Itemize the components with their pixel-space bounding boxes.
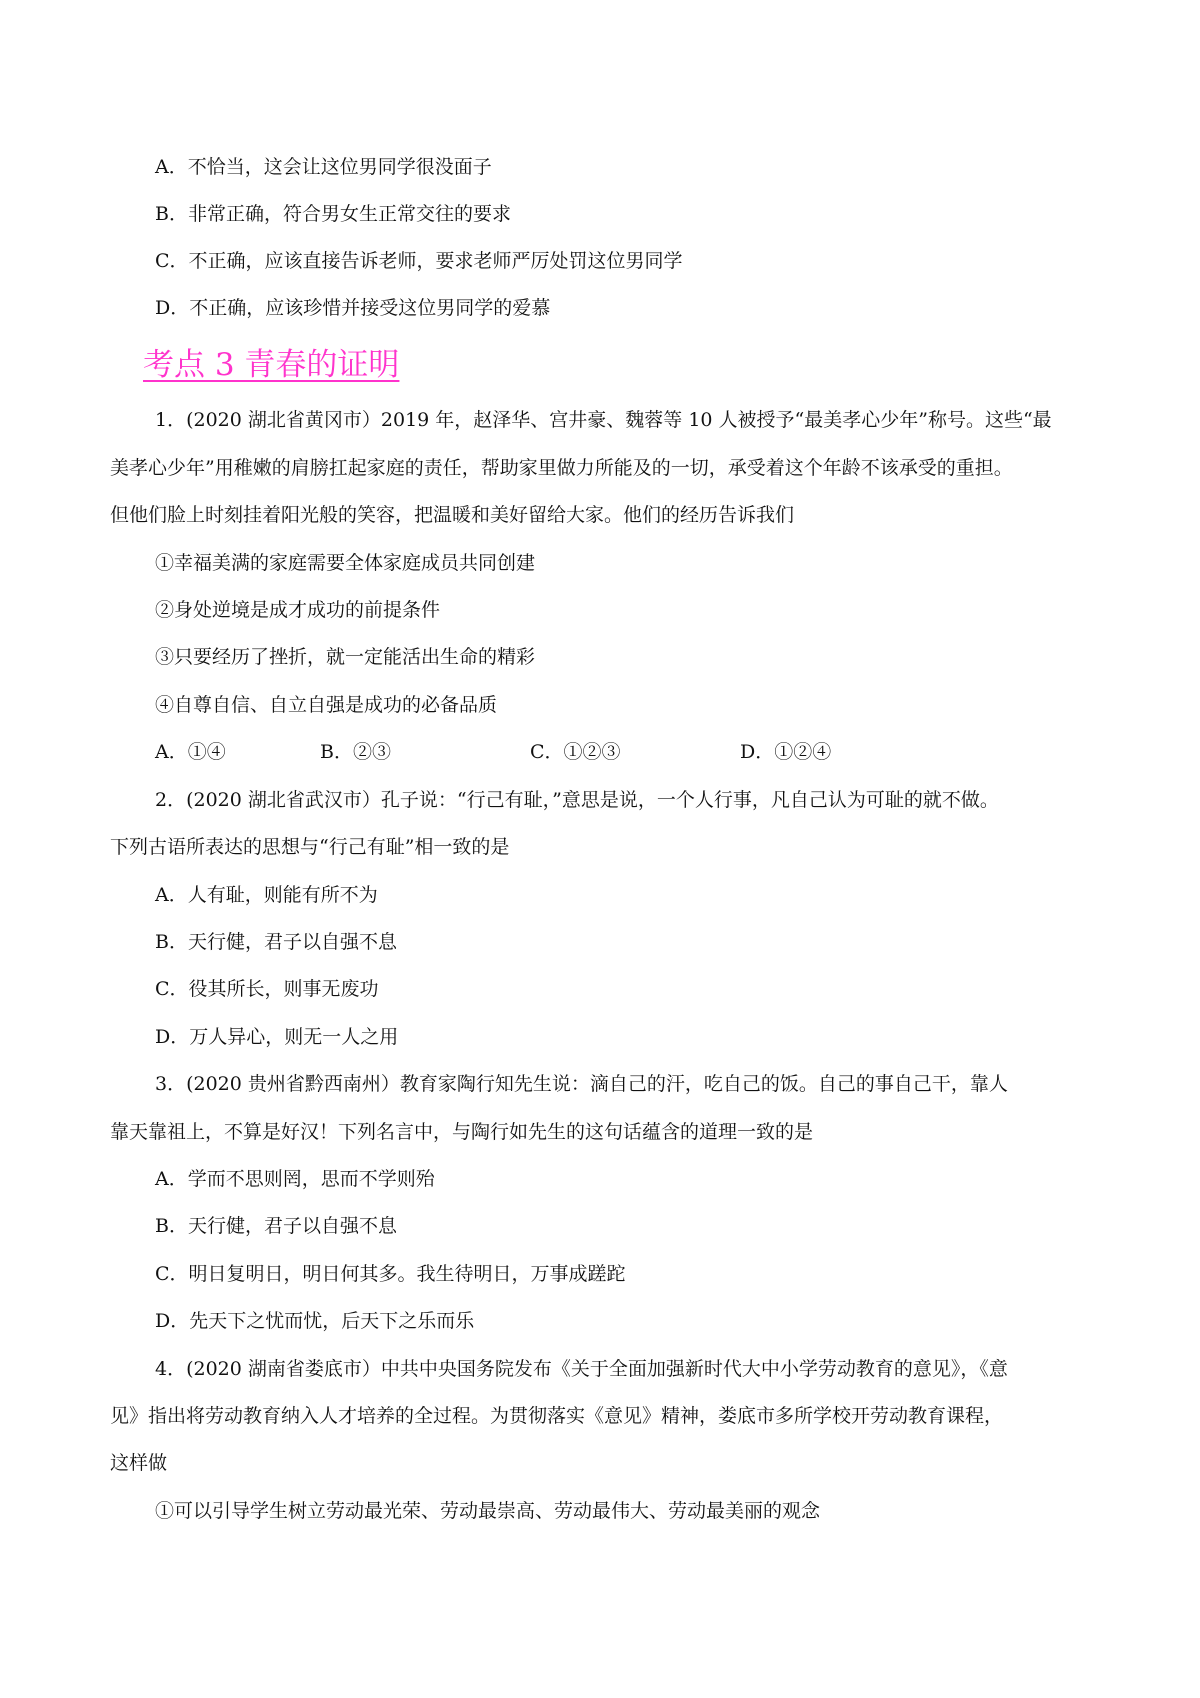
q1-statement-4: ④自尊自信、自立自强是成功的必备品质 (155, 694, 498, 716)
q1-option-a: A．①④ (155, 741, 226, 763)
q3-option-c: C．明日复明日，明日何其多。我生待明日，万事成蹉跎 (155, 1263, 626, 1285)
q2-stem-line-2: 下列古语所表达的思想与“行己有耻”相一致的是 (110, 836, 510, 858)
q4-stem-line-3: 这样做 (110, 1452, 168, 1474)
q2-option-a: A．人有耻，则能有所不为 (155, 884, 378, 906)
q1-option-b: B．②③ (320, 741, 391, 763)
q1-options (155, 740, 831, 764)
q4-statement-1: ①可以引导学生树立劳动最光荣、劳动最崇高、劳动最伟大、劳动最美丽的观念 (155, 1500, 821, 1522)
q1-stem-line-2: 美孝心少年”用稚嫩的肩膀扛起家庭的责任，帮助家里做力所能及的一切，承受着这个年龄不该承受的重担。 (110, 457, 1013, 479)
prev-option-a: A．不恰当，这会让这位男同学很没面子 (155, 156, 492, 178)
prev-option-c: C．不正确，应该直接告诉老师，要求老师严厉处罚这位男同学 (155, 250, 683, 272)
q1-statement-1: ①幸福美满的家庭需要全体家庭成员共同创建 (155, 552, 536, 574)
q2-option-c: C．役其所长，则事无废功 (155, 978, 379, 1000)
q3-stem-line-2: 靠天靠祖上，不算是好汉！下列名言中，与陶行如先生的这句话蕴含的道理一致的是 (110, 1121, 814, 1143)
q2-stem-line-1: 2．(2020 湖北省武汉市）孔子说：“行己有耻，”意思是说，一个人行事，凡自己认为可耻的就不做。 (155, 789, 999, 811)
q3-option-b: B．天行健，君子以自强不息 (155, 1215, 397, 1237)
q1-statement-3: ③只要经历了挫折，就一定能活出生命的精彩 (155, 646, 536, 668)
q1-stem-line-3: 但他们脸上时刻挂着阳光般的笑容，把温暖和美好留给大家。他们的经历告诉我们 (110, 504, 795, 526)
q3-stem-line-1: 3．(2020 贵州省黔西南州）教育家陶行知先生说：滴自己的汗，吃自己的饭。自己的事自己干，靠人 (155, 1073, 1008, 1095)
q1-statement-2: ②身处逆境是成才成功的前提条件 (155, 599, 441, 621)
q4-stem-line-1: 4．(2020 湖南省娄底市）中共中央国务院发布《关于全面加强新时代大中小学劳动教育的意见》，《意 (155, 1358, 1008, 1380)
prev-option-b: B．非常正确，符合男女生正常交往的要求 (155, 203, 511, 225)
section-title: 考点 3 青春的证明 (143, 347, 400, 383)
q1-option-c: C．①②③ (530, 741, 621, 763)
prev-option-d: D．不正确，应该珍惜并接受这位男同学的爱慕 (155, 297, 551, 319)
q3-option-a: A．学而不思则罔，思而不学则殆 (155, 1168, 435, 1190)
q4-stem-line-2: 见》指出将劳动教育纳入人才培养的全过程。为贯彻落实《意见》精神，娄底市多所学校开劳动教育课程， (110, 1405, 1004, 1427)
q1-stem-line-1: 1．(2020 湖北省黄冈市）2019 年，赵泽华、宫井豪、魏蓉等 10 人被授予“最美孝心少年”称号。这些“最 (155, 409, 1052, 431)
q1-option-d: D．①②④ (740, 741, 832, 763)
q3-option-d: D．先天下之忧而忧，后天下之乐而乐 (155, 1310, 475, 1332)
q2-option-b: B．天行健，君子以自强不息 (155, 931, 397, 953)
q2-option-d: D．万人异心，则无一人之用 (155, 1026, 399, 1048)
